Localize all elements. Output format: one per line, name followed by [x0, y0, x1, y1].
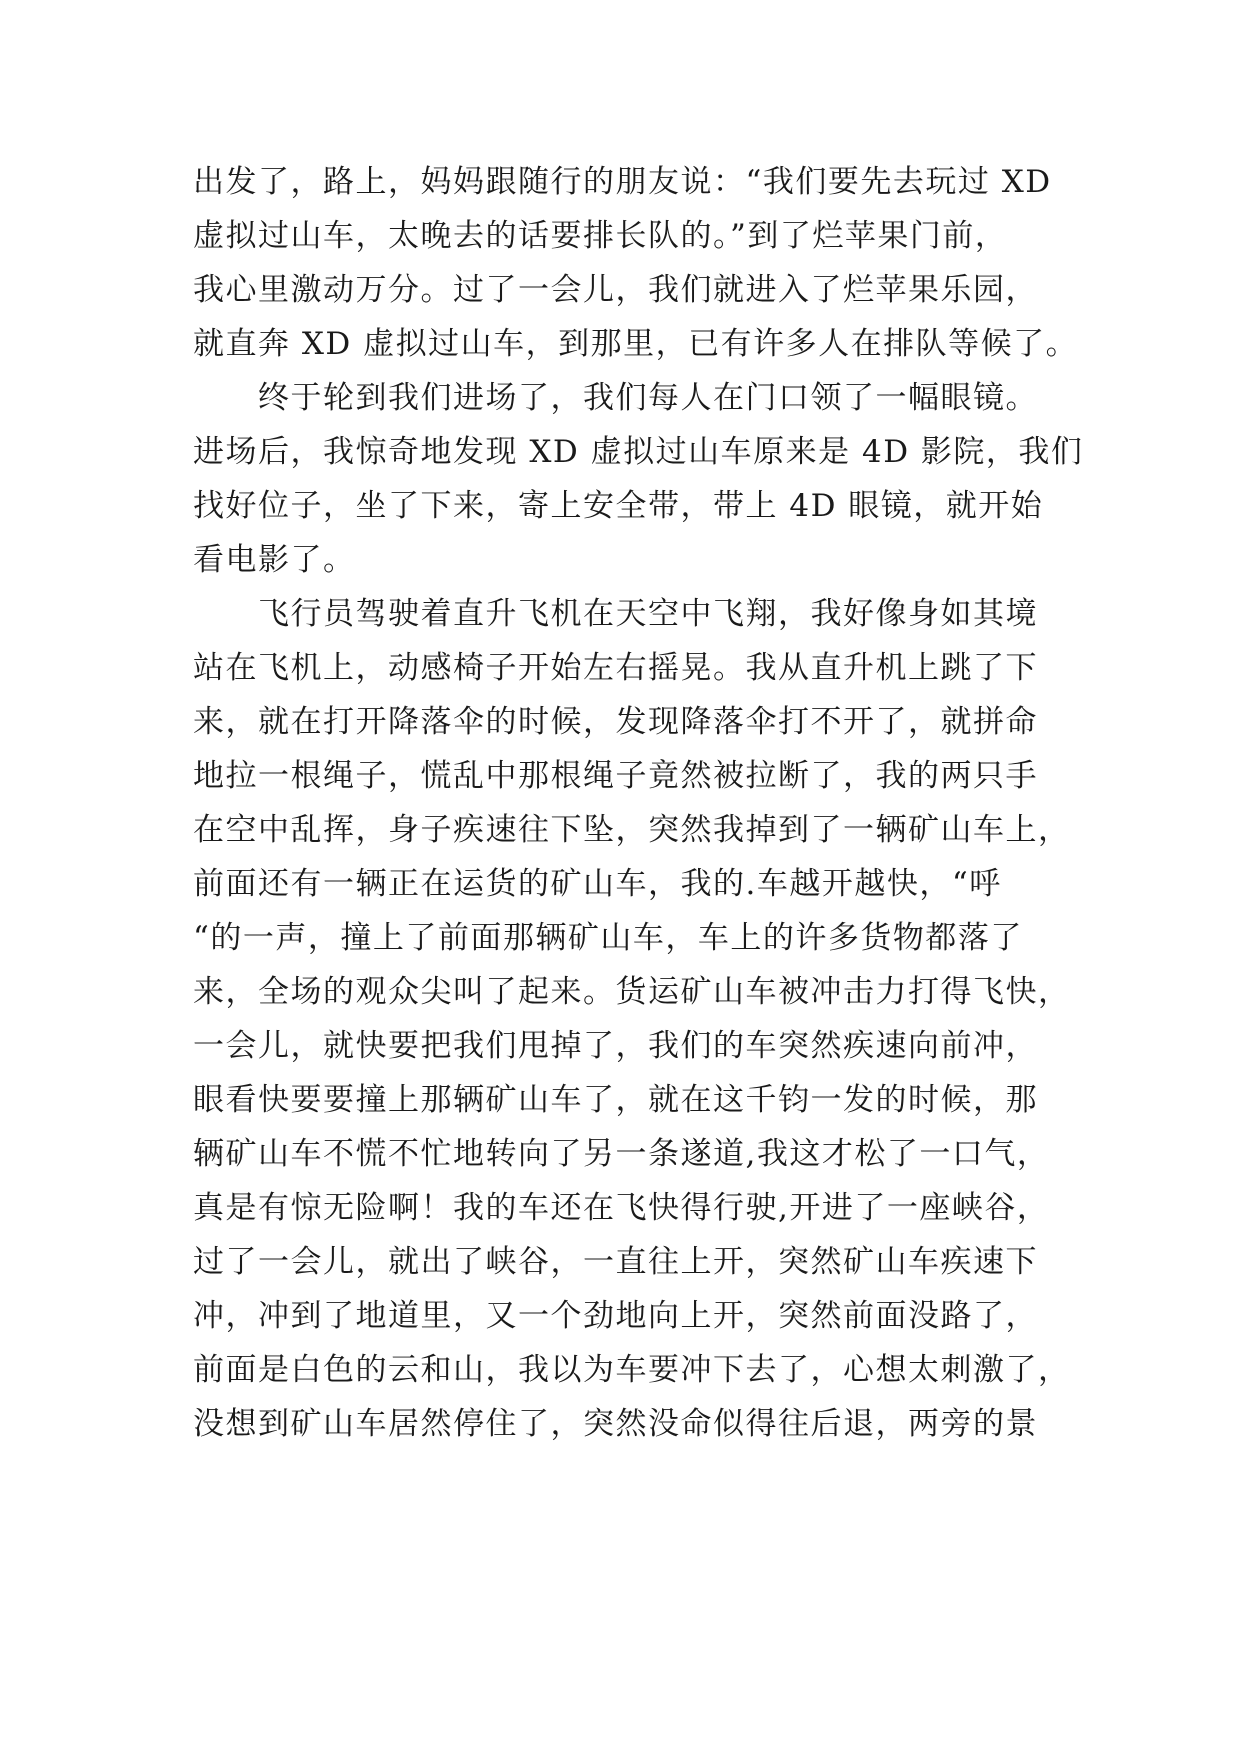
text-line: 真是有惊无险啊！我的车还在飞快得行驶,开进了一座峡谷，	[193, 1190, 1050, 1226]
text-line: 地拉一根绳子，慌乱中那根绳子竟然被拉断了，我的两只手	[193, 758, 1038, 794]
text-line: 过了一会儿，就出了峡谷，一直往上开，突然矿山车疾速下	[193, 1244, 1038, 1280]
text-line: “的一声，撞上了前面那辆矿山车，车上的许多货物都落了	[193, 920, 1023, 956]
text-line: 出发了，路上，妈妈跟随行的朋友说：“我们要先去玩过 XD	[193, 164, 1052, 200]
text-line: 站在飞机上，动感椅子开始左右摇晃。我从直升机上跳了下	[193, 650, 1038, 686]
text-line: 辆矿山车不慌不忙地转向了另一条遂道,我这才松了一口气，	[193, 1136, 1050, 1172]
text-line: 前面是白色的云和山，我以为车要冲下去了，心想太刺激了，	[193, 1352, 1071, 1388]
text-line: 一会儿，就快要把我们甩掉了，我们的车突然疾速向前冲，	[193, 1028, 1038, 1064]
text-line: 在空中乱挥，身子疾速往下坠，突然我掉到了一辆矿山车上，	[193, 812, 1071, 848]
text-line: 没想到矿山车居然停住了，突然没命似得往后退，两旁的景	[193, 1406, 1038, 1442]
text-line: 飞行员驾驶着直升飞机在天空中飞翔，我好像身如其境	[258, 596, 1038, 632]
text-line: 冲，冲到了地道里，又一个劲地向上开，突然前面没路了，	[193, 1298, 1038, 1334]
text-line: 来，全场的观众尖叫了起来。货运矿山车被冲击力打得飞快，	[193, 974, 1071, 1010]
text-line: 我心里激动万分。过了一会儿，我们就进入了烂苹果乐园，	[193, 272, 1038, 308]
text-line: 终于轮到我们进场了，我们每人在门口领了一幅眼镜。	[258, 380, 1038, 416]
text-line: 虚拟过山车，太晚去的话要排长队的。”到了烂苹果门前，	[193, 218, 1008, 254]
text-line: 进场后，我惊奇地发现 XD 虚拟过山车原来是 4D 影院，我们	[193, 434, 1084, 470]
text-line: 就直奔 XD 虚拟过山车，到那里，已有许多人在排队等候了。	[193, 326, 1079, 362]
text-line: 眼看快要要撞上那辆矿山车了，就在这千钧一发的时候，那	[193, 1082, 1038, 1118]
text-line: 来，就在打开降落伞的时候，发现降落伞打不开了，就拼命	[193, 704, 1038, 740]
text-line: 前面还有一辆正在运货的矿山车，我的.车越开越快，“呼	[193, 866, 1002, 902]
text-line: 看电影了。	[193, 542, 356, 578]
body-text	[193, 155, 1084, 1451]
text-line: 找好位子，坐了下来，寄上安全带，带上 4D 眼镜，就开始	[193, 488, 1044, 524]
